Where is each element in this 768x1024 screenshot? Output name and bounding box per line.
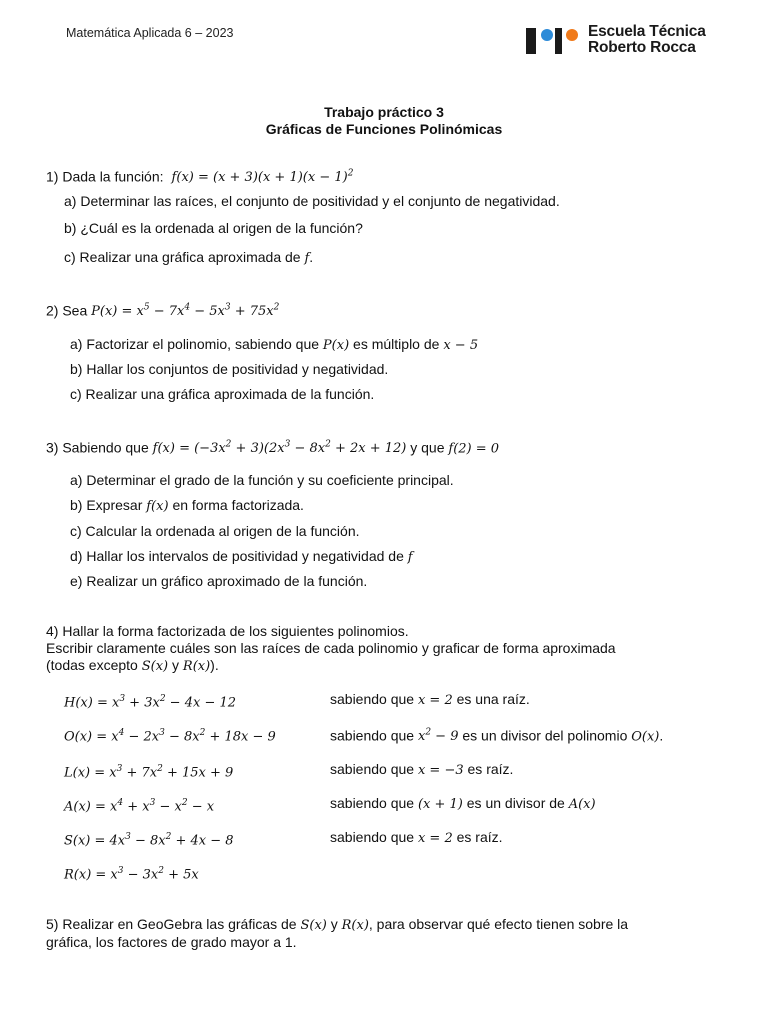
poly-a-condition: sabiendo que (x + 1) es un divisor de A(x) [330, 795, 596, 812]
ex1-intro-text: 1) Dada la función: [46, 168, 164, 185]
poly-a: $A(x) = x^4 + x^3 - x^2 - x$ [64, 798, 215, 815]
ex2-intro [46, 300, 279, 320]
condition-text: es un divisor del polinomio [462, 727, 628, 744]
ex5-line-1-and: y [330, 916, 338, 932]
course-label: Matemática Aplicada 6 – 2023 [66, 26, 234, 40]
ex5-line-2: gráfica, los factores de grado mayor a 1. [46, 934, 297, 950]
poly-s-condition: sabiendo que x = 2 es raíz. [330, 829, 503, 846]
ex3-intro-text: 3) Sabiendo que [46, 439, 149, 456]
page-subtitle: Gráficas de Funciones Polinómicas [265, 121, 503, 137]
logo-line-2: Roberto Rocca [588, 39, 696, 56]
ex3-item-b-text: b) Expresar [70, 497, 143, 513]
ex5-line-1-pre: 5) Realizar en GeoGebra las gráficas de [46, 916, 297, 932]
poly-o: $O(x) = x^4 - 2x^3 - 8x^2 + 18x - 9$ [64, 728, 276, 745]
ex3-intro: 3) Sabiendo que $f(x) = (-3x^2 + 3)(2x^3 - 8x^2 + 2x + 12)$ y que f(2) = 0 [46, 439, 500, 457]
poly-h: $H(x) = x^3 + 3x^2 - 4x - 12$ [64, 694, 237, 711]
ex3-item-b-post: en forma factorizada. [172, 497, 304, 513]
school-logo-text [588, 24, 706, 56]
poly-l: $L(x) = x^3 + 7x^2 + 15x + 9$ [64, 764, 234, 781]
ex4-intro: 4) Hallar la forma factorizada de los siguientes polinomios. [46, 623, 409, 639]
ex2-intro-text: 2) Sea [46, 302, 88, 319]
ex1-intro [46, 166, 353, 186]
knowing-text: sabiendo que [330, 795, 415, 811]
ex3-item-d-text: d) Hallar los intervalos de positividad y negatividad de [70, 548, 404, 564]
ex5-line-1: 5) Realizar en GeoGebra las gráficas de S(x) y R(x), para observar qué efecto tienen sobre la [46, 916, 629, 933]
ex2-item-a: a) Factorizar el polinomio, sabiendo que P(x) es múltiplo de x − 5 [70, 336, 479, 353]
ex1-item-c: c) Realizar una gráfica aproximada de f. [64, 249, 314, 266]
ex3-item-a: a) Determinar el grado de la función y su coeficiente principal. [70, 472, 454, 488]
knowing-text: sabiendo que [330, 727, 415, 744]
condition-text: es una raíz. [456, 691, 530, 707]
poly-s: $S(x) = 4x^3 - 8x^2 + 4x - 8$ [64, 832, 234, 849]
poly-h-condition: sabiendo que x = 2 es una raíz. [330, 691, 530, 708]
ex4-line-3-post: ). [210, 657, 219, 673]
ex3-item-e: e) Realizar un gráfico aproximado de la función. [70, 573, 368, 589]
poly-o-condition: sabiendo que $x^2 - 9$ es un divisor del polinomio O(x). [330, 727, 664, 745]
ex1-function: $f(x) = (x + 3)(x + 1)(x - 1)^2$ [167, 169, 354, 186]
condition-text: es raíz. [467, 761, 514, 777]
ex4-line-3-and: y [172, 657, 180, 673]
condition-text: es un divisor de [466, 795, 565, 811]
condition-text: es raíz. [456, 829, 503, 845]
poly-r: $R(x) = x^3 - 3x^2 + 5x$ [64, 866, 199, 883]
ex5-line-1-post: , para observar qué efecto tienen sobre la [368, 916, 629, 932]
logo-line-1: Escuela Técnica [588, 23, 706, 40]
ex2-item-c: c) Realizar una gráfica aproximada de la función. [70, 386, 375, 402]
ex1-item-b: b) ¿Cuál es la ordenada al origen de la función? [64, 220, 363, 236]
knowing-text: sabiendo que [330, 829, 415, 845]
poly-l-condition: sabiendo que x = −3 es raíz. [330, 761, 514, 778]
ex3-item-c: c) Calcular la ordenada al origen de la función. [70, 523, 360, 539]
ex2-polynomial: $P(x) = x^5 - 7x^4 - 5x^3 + 75x^2$ [91, 303, 280, 320]
ex3-and: y que [410, 439, 445, 456]
school-logo-mark-icon [526, 26, 582, 56]
ex2-item-b: b) Hallar los conjuntos de positividad y negatividad. [70, 361, 389, 377]
ex4-line-3: (todas excepto S(x) y R(x)). [46, 657, 219, 674]
knowing-text: sabiendo que [330, 761, 415, 777]
ex4-line-3-pre: (todas excepto [46, 657, 138, 673]
ex1-item-c-text: c) Realizar una gráfica aproximada de [64, 249, 301, 265]
ex2-item-a-text: a) Factorizar el polinomio, sabiendo que [70, 336, 320, 352]
ex1-item-a: a) Determinar las raíces, el conjunto de positividad y el conjunto de negatividad. [64, 193, 560, 209]
knowing-text: sabiendo que [330, 691, 415, 707]
ex4-line-2: Escribir claramente cuáles son las raíces de cada polinomio y graficar de forma aproximada [46, 640, 616, 656]
ex2-item-a-mid: es múltiplo de [353, 336, 440, 352]
ex3-item-d: d) Hallar los intervalos de positividad y negatividad de f [70, 548, 413, 565]
page-title: Trabajo práctico 3 [324, 104, 444, 120]
ex3-function: $f(x) = (-3x^2 + 3)(2x^3 - 8x^2 + 2x + 12)$ [152, 440, 407, 457]
ex3-item-b: b) Expresar f(x) en forma factorizada. [70, 497, 304, 514]
